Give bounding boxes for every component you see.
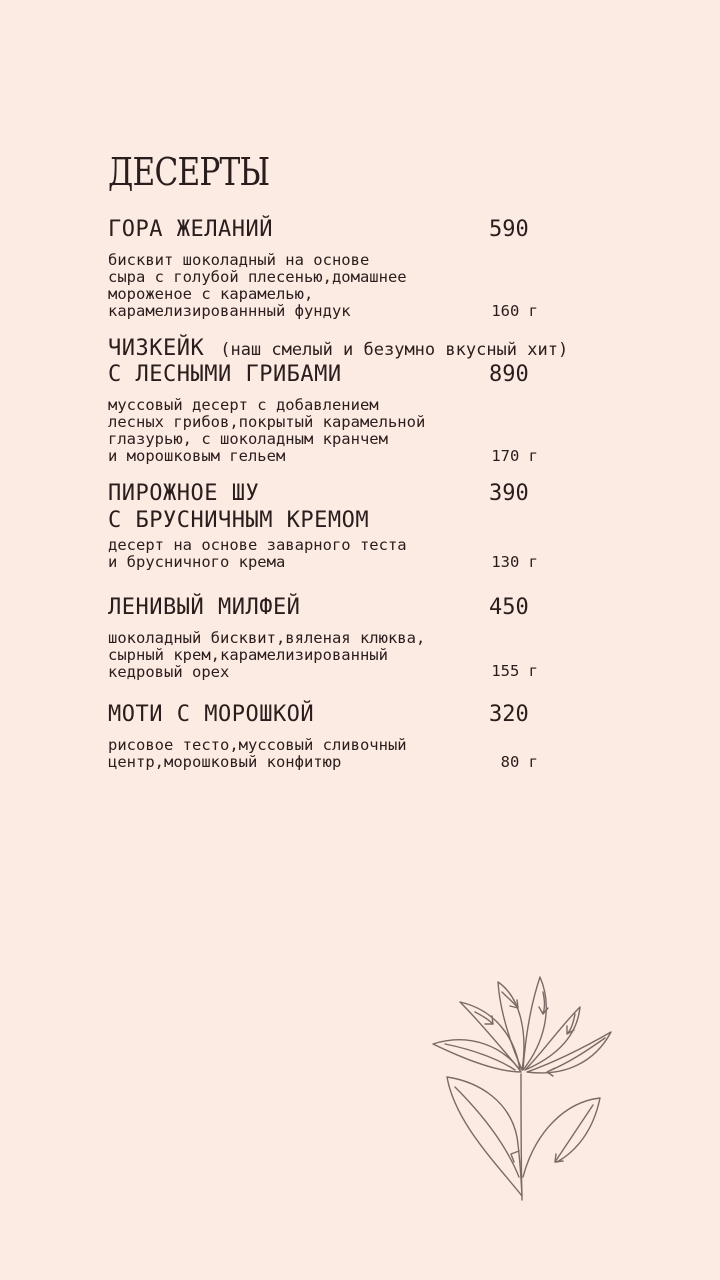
dessert-description: шоколадный бисквит,вяленая клюква, сырный крем,карамелизированный кедровый орех: [108, 629, 426, 681]
dessert-price: 890: [489, 362, 529, 387]
dessert-weight: 130 г: [491, 553, 538, 571]
dessert-price: 590: [489, 217, 529, 242]
dessert-name: ПИРОЖНОЕ ШУ: [108, 481, 260, 506]
dessert-name: ГОРА ЖЕЛАНИЙ: [108, 217, 273, 242]
page-title: ДЕСЕРТЫ: [108, 150, 270, 194]
dessert-name-line-2: С БРУСНИЧНЫМ КРЕМОМ: [108, 508, 370, 533]
dessert-weight: 155 г: [491, 662, 538, 680]
dessert-weight: 160 г: [491, 302, 538, 320]
dessert-name: [108, 338, 568, 360]
dessert-description: десерт на основе заварного теста и брусничного крема: [108, 536, 407, 571]
dessert-price: 450: [489, 595, 529, 620]
dessert-name: ЛЕНИВЫЙ МИЛФЕЙ: [108, 595, 301, 620]
dessert-note: (наш смелый и безумно вкусный хит): [220, 340, 569, 360]
dessert-weight: 80 г: [500, 753, 538, 771]
dessert-name-text: ЧИЗКЕЙК: [108, 336, 205, 361]
dessert-weight: 170 г: [491, 447, 538, 465]
flower-icon: [425, 972, 625, 1212]
dessert-description: рисовое тесто,муссовый сливочный центр,морошковый конфитюр: [108, 736, 407, 771]
dessert-name: МОТИ С МОРОШКОЙ: [108, 702, 315, 727]
dessert-name-line-2: С ЛЕСНЫМИ ГРИБАМИ: [108, 362, 342, 387]
dessert-price: 390: [489, 481, 529, 506]
dessert-price: 320: [489, 702, 529, 727]
dessert-description: бисквит шоколадный на основе сыра с голубой плесенью,домашнее мороженое с карамелью, карамелизированнный фундук: [108, 251, 407, 320]
dessert-description: муссовый десерт с добавлением лесных грибов,покрытый карамельной глазурью, с шоколадным кранчем и морошковым гельем: [108, 396, 426, 465]
